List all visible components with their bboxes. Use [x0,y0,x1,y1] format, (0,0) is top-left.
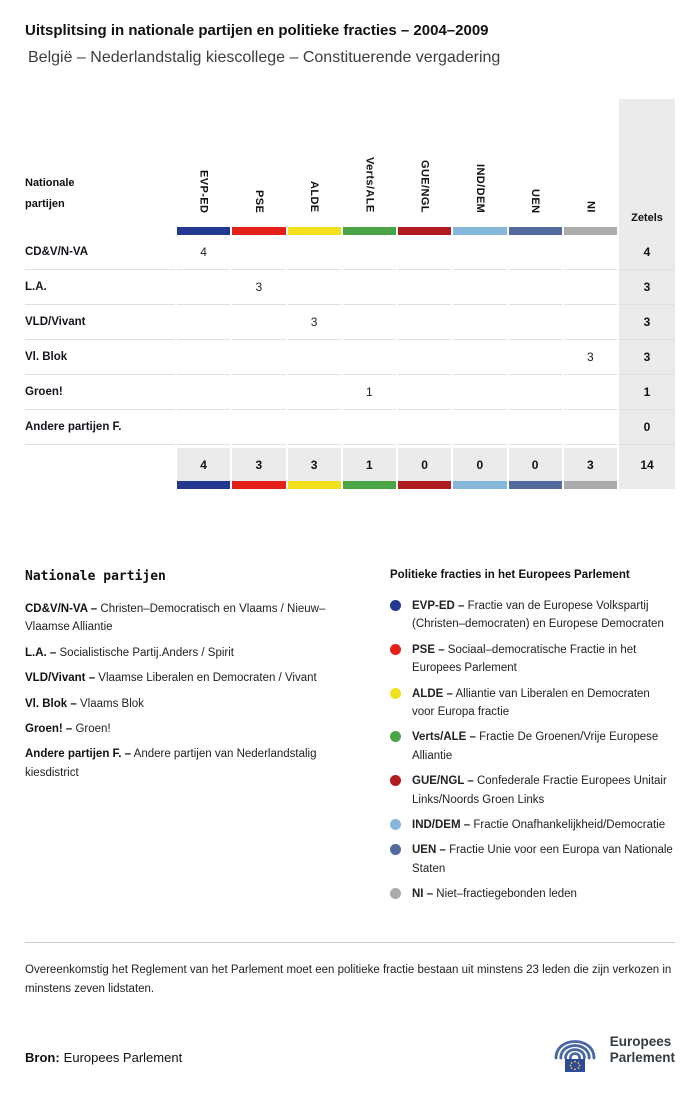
value-cell [398,235,451,270]
political-group-desc: Niet–fractiegebonden leden [433,888,577,901]
group-color-bar [509,481,562,489]
political-group-term: ALDE – [412,687,453,700]
national-party-term: Groen! – [25,722,73,735]
total-cell: 3 [232,448,285,481]
national-party-term: VLD/Vivant – [25,672,96,685]
source-name: Europees Parlement [63,1050,183,1066]
group-color-bar [343,227,396,235]
national-party-definition [25,600,362,637]
value-cell [564,305,617,340]
value-cell [564,410,617,445]
value-cell [509,270,562,305]
group-color-bar [564,481,617,489]
political-group-term: NI – [412,888,434,901]
group-header-label: EVP-ED [197,169,210,213]
row-header-label: Nationale partijen [25,177,75,211]
political-group-definition [390,597,675,634]
group-header-label: UEN [529,188,542,213]
legend-section [25,569,675,910]
political-group-definition [390,885,675,903]
value-cell [177,410,230,445]
national-party-desc: Vlaamse Liberalen en Democraten / Vivant [95,672,317,685]
seats-cell: 3 [619,340,675,375]
value-cell [564,270,617,305]
national-party-desc: Andere partijen van Nederlandstalig kiesdistrict [25,748,317,779]
group-header-label: NI [584,201,597,213]
party-label: CD&V/N-VA [25,235,175,270]
party-label: Vl. Blok [25,340,175,375]
value-cell [398,375,451,410]
group-header [177,99,230,227]
ep-logo-text-line2: Parlement [609,1050,675,1066]
value-cell [232,305,285,340]
political-group-text [412,816,675,834]
national-party-definition [25,669,362,687]
party-label: VLD/Vivant [25,305,175,340]
political-group-desc: Sociaal–democratische Fractie in het Europees Parlement [412,643,637,675]
legend-national-title: Nationale partijen [25,569,166,584]
value-cell [177,340,230,375]
group-header [453,99,506,227]
seats-cell: 4 [619,235,675,270]
group-color-dot-icon [390,600,401,611]
value-cell [509,410,562,445]
ep-logo-icon [550,1027,600,1073]
source [25,1050,182,1073]
value-cell [177,270,230,305]
political-group-term: IND/DEM – [412,818,471,831]
group-color-bar [177,227,230,235]
value-cell: 3 [564,340,617,375]
national-party-term: CD&V/N-VA – [25,603,98,615]
group-header-label: IND/DEM [473,163,486,213]
ep-logo-text [610,1034,675,1066]
value-cell [398,340,451,375]
group-color-bar [232,227,285,235]
total-cell: 0 [453,448,506,481]
party-label: Groen! [25,375,175,410]
political-group-desc: Alliantie van Liberalen en Democraten voor Europa fractie [412,687,650,718]
group-color-dot-icon [390,688,401,699]
source-label: Bron: [25,1050,60,1066]
party-label: L.A. [25,270,175,305]
national-party-desc: Socialistische Partij.Anders / Spirit [56,646,234,659]
value-cell: 3 [288,305,341,340]
group-header [564,99,617,227]
political-group-definition [390,772,675,809]
national-party-definition [25,720,362,738]
value-cell [288,375,341,410]
political-group-text [412,772,675,809]
group-header-label: ALDE [308,181,321,213]
value-cell [177,375,230,410]
group-color-bar [398,481,451,489]
value-cell [398,410,451,445]
political-group-term: PSE – [412,643,445,656]
value-cell [177,305,230,340]
spacer [25,227,175,235]
ep-logo-text-line1: Europees [609,1034,672,1050]
group-color-bar [453,227,506,235]
seats-cell: 1 [619,375,675,410]
legend-groups-title: Politieke fracties in het Europees Parlement [390,569,630,581]
political-group-desc: Fractie Unie voor een Europa van Nationale Staten [412,844,673,875]
value-cell [343,340,396,375]
spacer [25,448,175,481]
political-group-text [412,885,675,903]
group-color-bar [343,481,396,489]
political-group-text [412,841,675,878]
political-group-desc: Confederale Fractie Europees Unitair Links/Noords Groen Links [412,775,667,806]
value-cell [343,235,396,270]
value-cell [288,270,341,305]
national-party-desc: Groen! [72,722,111,735]
group-header-label: PSE [252,189,265,213]
political-group-definition [390,685,675,722]
legend-groups-list [390,597,675,903]
value-cell: 1 [343,375,396,410]
value-cell [398,270,451,305]
seats-column-fill [619,481,675,489]
value-cell [343,410,396,445]
political-group-desc: Fractie De Groenen/Vrije Europese Alliantie [412,731,659,762]
group-color-bar [509,227,562,235]
seats-cell: 0 [619,410,675,445]
national-party-term: Andere partijen F. – [25,748,132,761]
national-party-term: L.A. – [25,646,57,659]
value-cell [453,340,506,375]
total-cell: 3 [288,448,341,481]
group-color-dot-icon [390,775,401,786]
value-cell [232,410,285,445]
group-header [288,99,341,227]
results-table [25,99,675,489]
national-party-term: Vl. Blok – [25,697,77,710]
seats-column-fill [619,227,675,235]
political-group-term: UEN – [412,844,446,857]
legend-political-groups [390,569,675,910]
group-header-label: GUE/NGL [418,160,431,213]
national-party-definition [25,745,362,782]
group-color-bar [288,481,341,489]
seats-total-cell: 14 [619,448,675,481]
value-cell [288,410,341,445]
value-cell [232,375,285,410]
national-party-definition [25,644,362,662]
value-cell [564,235,617,270]
value-cell [343,270,396,305]
party-label: Andere partijen F. [25,410,175,445]
value-cell [232,340,285,375]
value-cell [288,235,341,270]
national-party-desc: Vlaams Blok [76,697,144,710]
group-color-bar [288,227,341,235]
group-header [343,99,396,227]
group-header [509,99,562,227]
value-cell [232,235,285,270]
value-cell [453,410,506,445]
footnote: Overeenkomstig het Reglement van het Parlement moet een politieke fractie bestaan uit minstens 23 leden die zijn verkozen in minstens zeven lidstaten. [25,942,675,999]
total-cell: 0 [509,448,562,481]
seats-cell: 3 [619,270,675,305]
political-group-text [412,597,675,634]
political-group-text [412,728,675,765]
political-group-definition [390,841,675,878]
political-group-desc: Fractie Onafhankelijkheid/Democratie [470,818,666,831]
political-group-term: GUE/NGL – [412,775,474,788]
political-group-definition [390,641,675,678]
value-cell [453,270,506,305]
national-party-definition [25,695,362,713]
seats-cell: 3 [619,305,675,340]
ep-logo [550,1027,675,1073]
political-group-definition [390,728,675,765]
group-color-bar [232,481,285,489]
value-cell [453,305,506,340]
value-cell: 4 [177,235,230,270]
political-group-term: EVP-ED – [412,600,465,612]
political-group-text [412,641,675,678]
value-cell [564,375,617,410]
value-cell [398,305,451,340]
page-subtitle: België – Nederlandstalig kiescollege – Constituerende vergadering [28,49,501,66]
group-header-label: Verts/ALE [363,157,376,213]
value-cell [288,340,341,375]
total-cell: 0 [398,448,451,481]
value-cell [453,375,506,410]
political-group-text [412,685,675,722]
group-color-bar [177,481,230,489]
row-header-cell [25,99,175,227]
value-cell: 3 [232,270,285,305]
group-color-dot-icon [390,644,401,655]
value-cell [509,305,562,340]
group-header [398,99,451,227]
total-cell: 4 [177,448,230,481]
national-party-desc: Christen–Democratisch en Vlaams / Nieuw–Vlaamse Alliantie [25,603,326,634]
value-cell [343,305,396,340]
seats-header-cell [619,99,675,227]
group-header [232,99,285,227]
legend-national-parties [25,569,362,910]
group-color-bar [564,227,617,235]
political-group-definition [390,816,675,834]
group-color-dot-icon [390,844,401,855]
political-group-desc: Fractie van de Europese Volkspartij (Christen–democraten) en Europese Democraten [412,600,664,631]
value-cell [509,235,562,270]
total-cell: 1 [343,448,396,481]
spacer [25,481,175,489]
group-color-dot-icon [390,819,401,830]
footer [25,1027,675,1073]
group-color-bar [453,481,506,489]
value-cell [509,340,562,375]
page-title: Uitsplitsing in nationale partijen en politieke fracties – 2004–2009 [25,22,489,39]
value-cell [509,375,562,410]
group-color-dot-icon [390,731,401,742]
seats-header-label: Zetels [631,212,663,224]
group-color-dot-icon [390,888,401,899]
value-cell [453,235,506,270]
political-group-term: Verts/ALE – [412,731,476,744]
legend-national-list [25,600,362,782]
group-color-bar [398,227,451,235]
total-cell: 3 [564,448,617,481]
